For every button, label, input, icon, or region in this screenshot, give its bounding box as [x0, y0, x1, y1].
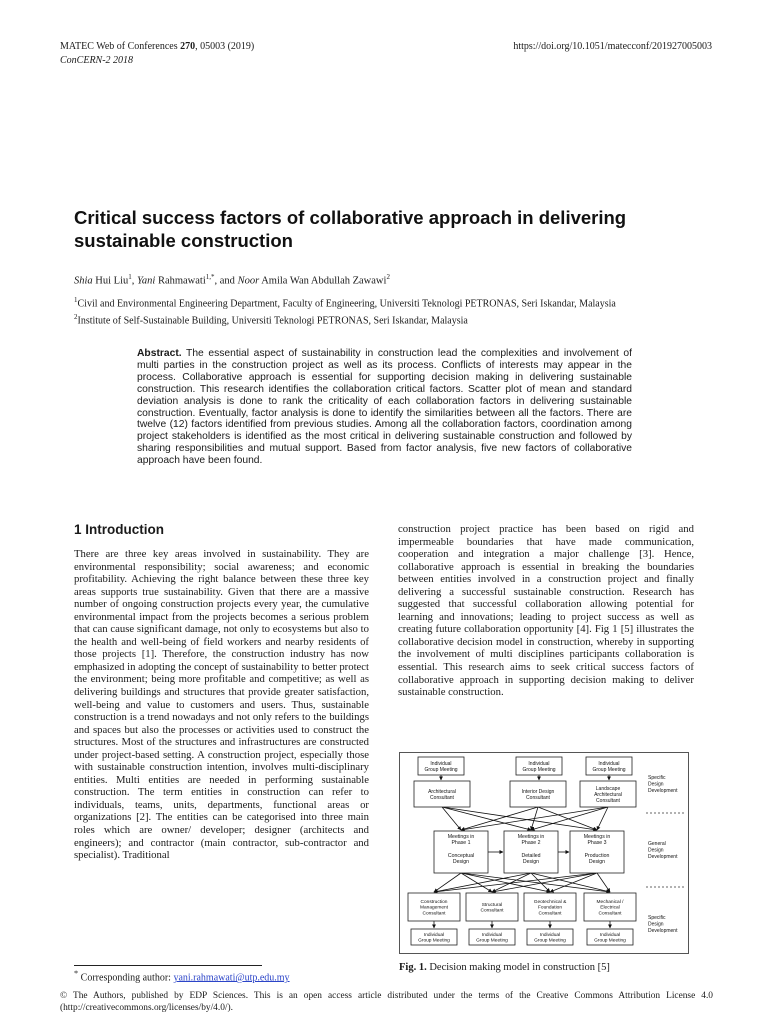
doi-link[interactable]: https://doi.org/10.1051/matecconf/201927005003 — [513, 41, 712, 52]
top-consultant-box — [414, 781, 470, 807]
abstract-label: Abstract. — [137, 348, 182, 359]
svg-text:IndividualGroup Meeting: Individual Group Meeting — [522, 760, 556, 773]
svg-text:StructuralConsultant: Structural Consultant — [480, 902, 504, 914]
svg-text:IndividualGroup Meeting: Individual Group Meeting — [418, 932, 450, 944]
top-consultant-box — [580, 781, 636, 807]
author-list: Shia Hui Liu$^1$, Yani Rahmawati$^{1,*}$, and Noor Amila Wan Abdullah Zawawi$^2$ — [74, 273, 390, 287]
flow-arrow — [597, 807, 608, 830]
flow-arrow — [492, 873, 531, 892]
corresponding-email-link[interactable]: yani.rahmawati@utp.edu.my — [173, 972, 290, 984]
svg-text:IndividualGroup Meeting: Individual Group Meeting — [592, 760, 626, 773]
section-heading: 1 Introduction — [74, 522, 164, 537]
svg-text:Meetings inPhase 2: Meetings in Phase 2 — [517, 834, 545, 846]
figure-label: Fig. 1. — [399, 962, 427, 973]
footnote: * Corresponding author: yani.rahmawati@utp.edu.my — [74, 969, 290, 984]
svg-text:Mechanical /ElectricalConsulta: Mechanical / Electrical Consultant — [596, 899, 624, 917]
abstract-text: The essential aspect of sustainability in construction lead the complexities and involvement of multi parties in the construction project as well as its process. Conflicts of interests may appear in the process. Collaborative approach is essential for supporting decision making in delivering sustainable construction. This research identifies the collaboration critical factors. Scatter plot of mean and standard deviation analysis is done to rank the criticality of each collaboration factors in delivering sustainable construction. Eventually, factor analysis is done to identify the similarities between all the factors. There are twelve (12) factors identified from previous studies. Among all the collaboration factors, coordination among project stakeholders is identified as the most critical in delivering sustainable construction and followed by sharing responsibilities and mutual support. Based from factor analysis, five new factors of collaborative approach have been found. — [137, 348, 632, 467]
affiliation: $^1$Civil and Environmental Engineering Department, Faculty of Engineering, Universiti Teknologi PETRONAS, Seri Iskandar, Malaysia — [74, 296, 616, 310]
phase-box — [570, 831, 624, 873]
svg-text:IndividualGroup Meeting: Individual Group Meeting — [534, 932, 566, 944]
side-label: Specific Design Development — [648, 915, 678, 934]
bottom-group-meeting-box — [587, 929, 633, 945]
side-labels — [646, 775, 684, 934]
flow-arrow — [461, 807, 538, 830]
flow-arrow — [442, 807, 597, 830]
bottom-group-meeting-box — [469, 929, 515, 945]
svg-text:IndividualGroup Meeting: Individual Group Meeting — [594, 932, 626, 944]
footnote-rule — [74, 965, 262, 966]
bottom-consultant-box — [466, 893, 518, 921]
top-group-meeting-box — [418, 757, 464, 775]
svg-text:ConstructionManagementConsulta: Construction Management Consultant — [420, 899, 448, 917]
svg-text:LandscapeArchitecturalConsulta: Landscape Architectural Consultant — [594, 785, 622, 804]
paper-title: Critical success factors of collaborative approach in delivering sustainable construction — [74, 207, 627, 251]
journal-citation: MATEC Web of Conferences 270, 05003 (2019) — [60, 41, 255, 52]
svg-text:ArchitecturalConsultant: Architectural Consultant — [428, 788, 456, 801]
svg-text:DetailedDesign: Detailed Design — [521, 853, 541, 865]
top-group-meeting-box — [586, 757, 632, 775]
phase-box — [504, 831, 558, 873]
license-statement: © The Authors, published by EDP Sciences. This is an open access article distributed under the terms of the Creative Commons Attribution License 4.0 (http://creativecommons.org/licenses/by/4.0/). — [60, 991, 713, 1013]
svg-text:Interior DesignConsultant: Interior Design Consultant — [521, 788, 555, 801]
affiliation: $^2$Institute of Self-Sustainable Building, Universiti Teknologi PETRONAS, Seri Iskandar, Malaysia — [74, 312, 468, 327]
bottom-group-meeting-box — [527, 929, 573, 945]
svg-text:Meetings inPhase 3: Meetings in Phase 3 — [583, 834, 611, 846]
top-consultant-box — [510, 781, 566, 807]
phase-box — [434, 831, 488, 873]
flow-arrow — [442, 807, 461, 830]
conference-name: ConCERN-2 2018 — [60, 55, 134, 66]
top-group-meeting-box — [516, 757, 562, 775]
journal-volume: 270 — [180, 41, 196, 52]
svg-text:ProductionDesign: Production Design — [584, 853, 610, 865]
svg-text:IndividualGroup Meeting: Individual Group Meeting — [476, 932, 508, 944]
svg-text:ConceptualDesign: Conceptual Design — [447, 853, 475, 865]
figure-caption: Fig. 1. Decision making model in construction [5] — [399, 962, 610, 973]
figure-decision-model — [399, 752, 689, 954]
side-label: General Design Development — [648, 841, 678, 860]
diagram-boxes — [408, 757, 636, 945]
figure-diagram — [400, 753, 688, 953]
bottom-consultant-box — [524, 893, 576, 921]
svg-text:Meetings inPhase 1: Meetings in Phase 1 — [447, 834, 475, 846]
body-text-left-column: There are three key areas involved in sustainability. They are environmental responsibility; social awareness; and economic profitability. Achieving the right balance between these three key areas supports true sustainability. Given that there are a massive number of ongoing construction projects every year, the cumulative environmental impact from the projects becomes a serious problem that can cause significant damage, not only to ecosystems but also to the health and well-being of field workers and nearby residents of those projects [1]. Therefore, the construction industry has now emphasized in adopting the concept of sustainability to better protect the environment; being more profitable and competitive; as well as delivering buildings and structures that provide greater satisfaction, well-being and value to customers and users. Thus, sustainable construction is a trend nowadays and not only refers to the buildings and spaces but also the processes or activities used to construct the structures. Most of the structures and infrastructures are constructed under project-based setting. A construction project, especially those with sustainable construction intention, involves multi-disciplinary entities. Multi entities are needed in performing sustainable construction. The term entities in construction can refer to individuals, teams, units, departments, functional areas or organizations [2]. The entities can be categorised into three main roles which are owner/ developer; designer (architects and engineers); and contractor (main contractor, sub-contractor and specialist). Traditional — [74, 548, 369, 862]
bottom-group-meeting-box — [411, 929, 457, 945]
body-text-right-column: construction project practice has been based on rigid and impermeable boundaries that have made communication, cooperation and integration a major challenge [3]. Hence, collaborative approach is essential in breaking the boundaries between entities involved in a construction project and finally delivering a successful sustainable construction. Research has suggested that successful collaboration allowing potential for learning and innovations; leading to project success as well as creating future collaboration opportunity [4]. Fig 1 [5] illustrates the collaborative decision model in construction, whereby in supporting the involvement of multi disciplines participants collaboration is essential. This research aims to seek critical success factors of collaborative approach in supporting decision making to deliver sustainable construction. — [398, 523, 694, 699]
flow-arrow — [531, 807, 608, 830]
side-label: Specific Design Development — [648, 775, 678, 794]
bottom-consultant-box — [584, 893, 636, 921]
bottom-consultant-box — [408, 893, 460, 921]
flow-arrow — [461, 873, 492, 892]
svg-text:IndividualGroup Meeting: Individual Group Meeting — [424, 760, 458, 773]
affiliations — [74, 294, 714, 328]
svg-text:Geotechnical &FoundationConsul: Geotechnical & Foundation Consultant — [533, 899, 567, 917]
abstract — [137, 348, 632, 467]
flow-arrow — [461, 807, 608, 830]
